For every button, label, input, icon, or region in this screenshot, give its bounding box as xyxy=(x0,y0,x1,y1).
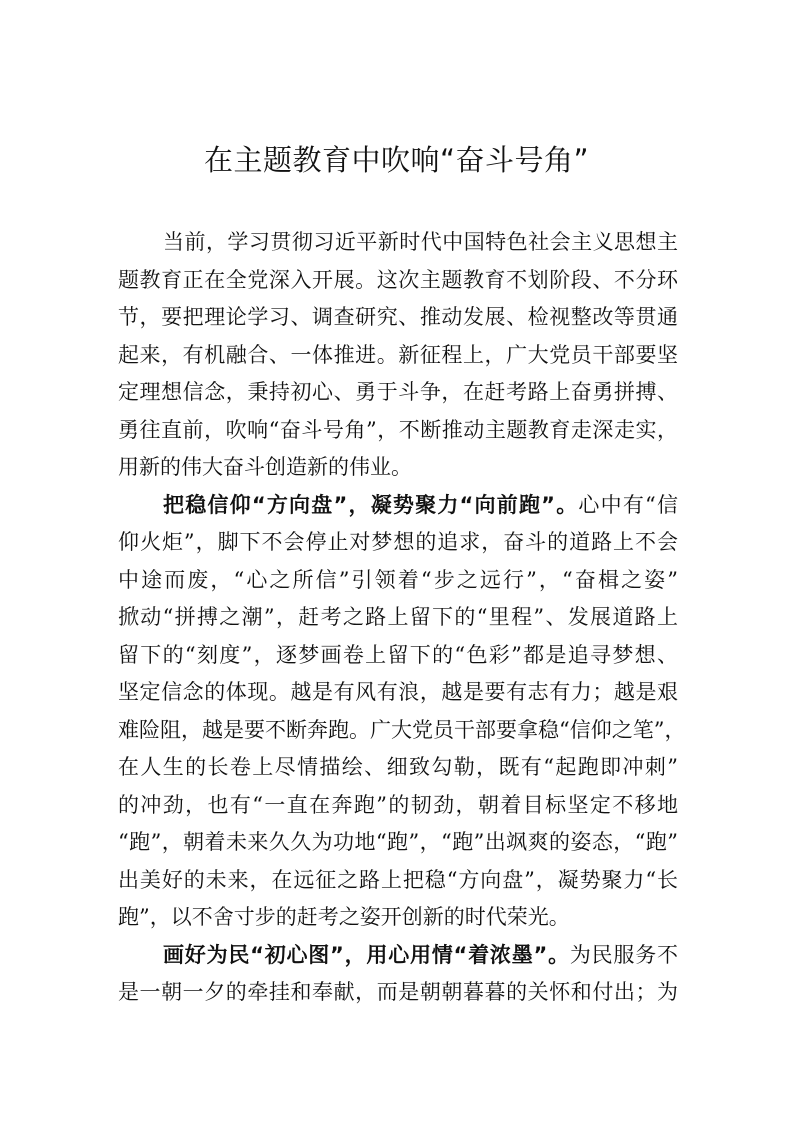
paragraph-intro xyxy=(118,224,678,487)
text-line: 中途而废，“心之所信”引领着“步之远行”，“奋楫之姿” xyxy=(118,567,678,592)
section-heading: 把稳信仰“方向盘”，凝势聚力“向前跑”。 xyxy=(163,492,579,517)
paragraph-faith xyxy=(118,487,686,937)
text-line: 出美好的未来，在远征之路上把稳“方向盘”，凝势聚力“长 xyxy=(118,867,678,892)
paragraph-people xyxy=(118,937,678,1012)
text-line: 的冲劲，也有“一直在奔跑”的韧劲，朝着目标坚定不移地 xyxy=(118,792,678,817)
text-line: 题教育正在全党深入开展。这次主题教育不划阶段、不分环 xyxy=(118,267,678,292)
text-line xyxy=(118,487,678,525)
text-line: 留下的“刻度”，逐梦画卷上留下的“色彩”都是追寻梦想、 xyxy=(118,642,678,667)
text-line: 用新的伟大奋斗创造新的伟业。 xyxy=(118,455,412,479)
text-line: 定理想信念，秉持初心、勇于斗争，在赶考路上奋勇拼搏、 xyxy=(118,380,678,404)
section-heading: 画好为民“初心图”，用心用情“着浓墨”。 xyxy=(163,942,570,967)
text-line: 掀动“拼搏之潮”，赶考之路上留下的“里程”、发展道路上 xyxy=(118,605,678,629)
text-span: 为民服务不 xyxy=(569,942,678,967)
text-line: 起来，有机融合、一体推进。新征程上，广大党员干部要坚 xyxy=(118,342,678,367)
text-line: 仰火炬”，脚下不会停止对梦想的追求，奋斗的道路上不会 xyxy=(118,530,678,554)
document-body xyxy=(118,224,686,1012)
text-line: 是一朝一夕的牵挂和奉献，而是朝朝暮暮的关怀和付出；为 xyxy=(118,980,678,1004)
text-line: 跑”，以不舍寸步的赶考之姿开创新的时代荣光。 xyxy=(118,905,570,929)
text-line: “跑”，朝着未来久久为功地“跑”，“跑”出飒爽的姿态，“跑” xyxy=(118,830,678,854)
text-line: 勇往直前，吹响“奋斗号角”，不断推动主题教育走深走实， xyxy=(118,417,678,442)
text-line: 坚定信念的体现。越是有风有浪，越是要有志有力；越是艰 xyxy=(118,680,678,704)
text-line xyxy=(118,937,678,975)
text-line: 难险阻，越是要不断奔跑。广大党员干部要拿稳“信仰之笔”， xyxy=(118,717,686,742)
document-title: 在主题教育中吹响“奋斗号角” xyxy=(203,143,590,177)
text-line: 在人生的长卷上尽情描绘、细致勾勒，既有“起跑即冲刺” xyxy=(118,755,678,779)
text-line: 节，要把理论学习、调查研究、推动发展、检视整改等贯通 xyxy=(118,305,678,329)
text-span: 心中有“信 xyxy=(578,492,678,517)
text-line: 当前，学习贯彻习近平新时代中国特色社会主义思想主 xyxy=(163,230,678,254)
